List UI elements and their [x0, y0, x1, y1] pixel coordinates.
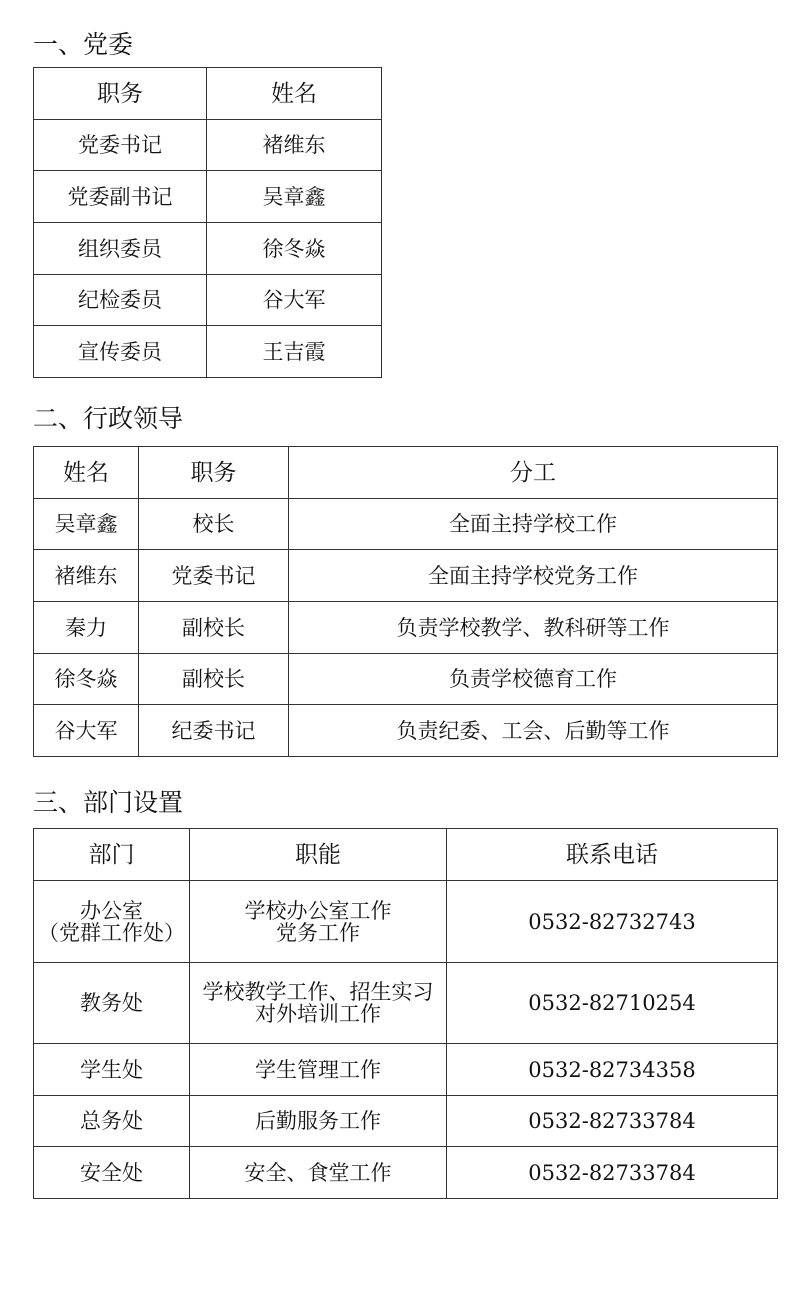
cell-name: 褚维东: [34, 550, 139, 602]
table-header-row: [34, 68, 382, 120]
cell-phone: 0532-82734358: [447, 1044, 778, 1096]
cell-name: 王吉霞: [207, 326, 382, 378]
cell-name: 徐冬焱: [34, 654, 139, 705]
table-row: [34, 326, 382, 378]
section-title-admin-leaders: 二、行政领导: [33, 404, 184, 433]
cell-position: 党委书记: [139, 550, 289, 602]
admin-leaders-table: [33, 446, 778, 757]
cell-name: 吴章鑫: [34, 499, 139, 550]
table-header-row: [34, 447, 778, 499]
function-line: 对外培训工作: [255, 1002, 381, 1026]
cell-duties: 全面主持学校党务工作: [289, 550, 778, 602]
cell-function: [190, 1044, 447, 1096]
table-row: [34, 705, 778, 757]
column-header-name: 姓名: [207, 68, 382, 120]
cell-name: 徐冬焱: [207, 223, 382, 275]
function-line: 党务工作: [276, 920, 360, 945]
cell-position: 党委书记: [34, 120, 207, 171]
cell-position: 纪委书记: [139, 705, 289, 757]
cell-duties: 负责纪委、工会、后勤等工作: [289, 705, 778, 757]
function-line: 学生管理工作: [255, 1057, 381, 1082]
table-row: [34, 550, 778, 602]
cell-position: 宣传委员: [34, 326, 207, 378]
cell-duties: 负责学校德育工作: [289, 654, 778, 705]
column-header-department: 部门: [34, 829, 190, 881]
cell-position: 纪检委员: [34, 275, 207, 326]
cell-name: 褚维东: [207, 120, 382, 171]
table-row: [34, 1147, 778, 1199]
cell-department: [34, 1096, 190, 1147]
column-header-position: 职务: [34, 68, 207, 120]
cell-position: 组织委员: [34, 223, 207, 275]
table-row: [34, 654, 778, 705]
department-line: 办公室: [80, 898, 143, 923]
table-row: [34, 275, 382, 326]
cell-department: [34, 881, 190, 963]
cell-position: 副校长: [139, 602, 289, 654]
column-header-duties: 分工: [289, 447, 778, 499]
function-line: 安全、食堂工作: [244, 1160, 392, 1185]
function-line: 后勤服务工作: [255, 1109, 381, 1133]
cell-phone: 0532-82732743: [447, 881, 778, 963]
department-line: 总务处: [80, 1109, 143, 1133]
column-header-phone: 联系电话: [447, 829, 778, 881]
cell-department: [34, 1147, 190, 1199]
table-row: [34, 1044, 778, 1096]
cell-name: 谷大军: [34, 705, 139, 757]
department-line: 安全处: [80, 1160, 143, 1185]
table-row: [34, 881, 778, 963]
cell-phone: 0532-82733784: [447, 1147, 778, 1199]
cell-position: 副校长: [139, 654, 289, 705]
cell-position: 校长: [139, 499, 289, 550]
table-row: [34, 499, 778, 550]
cell-function: [190, 1147, 447, 1199]
cell-name: 秦力: [34, 602, 139, 654]
section-title-party-committee: 一、党委: [33, 30, 134, 59]
department-line: 教务处: [80, 991, 143, 1015]
table-row: [34, 223, 382, 275]
function-line: 学校教学工作、招生实习: [202, 980, 434, 1004]
cell-duties: 全面主持学校工作: [289, 499, 778, 550]
table-row: [34, 963, 778, 1044]
table-header-row: [34, 829, 778, 881]
cell-function: [190, 881, 447, 963]
cell-department: [34, 1044, 190, 1096]
column-header-position: 职务: [139, 447, 289, 499]
column-header-function: 职能: [190, 829, 447, 881]
cell-duties: 负责学校教学、教科研等工作: [289, 602, 778, 654]
cell-department: [34, 963, 190, 1044]
cell-function: [190, 1096, 447, 1147]
cell-position: 党委副书记: [34, 171, 207, 223]
department-line: （党群工作处）: [38, 920, 185, 945]
table-row: [34, 1096, 778, 1147]
cell-function: [190, 963, 447, 1044]
cell-name: 谷大军: [207, 275, 382, 326]
column-header-name: 姓名: [34, 447, 139, 499]
department-line: 学生处: [80, 1057, 143, 1082]
section-title-departments: 三、部门设置: [33, 788, 184, 817]
cell-name: 吴章鑫: [207, 171, 382, 223]
table-row: [34, 171, 382, 223]
cell-phone: 0532-82733784: [447, 1096, 778, 1147]
table-row: [34, 602, 778, 654]
function-line: 学校办公室工作: [244, 898, 392, 923]
departments-table: [33, 828, 778, 1199]
table-row: [34, 120, 382, 171]
party-committee-table: [33, 67, 382, 378]
cell-phone: 0532-82710254: [447, 963, 778, 1044]
